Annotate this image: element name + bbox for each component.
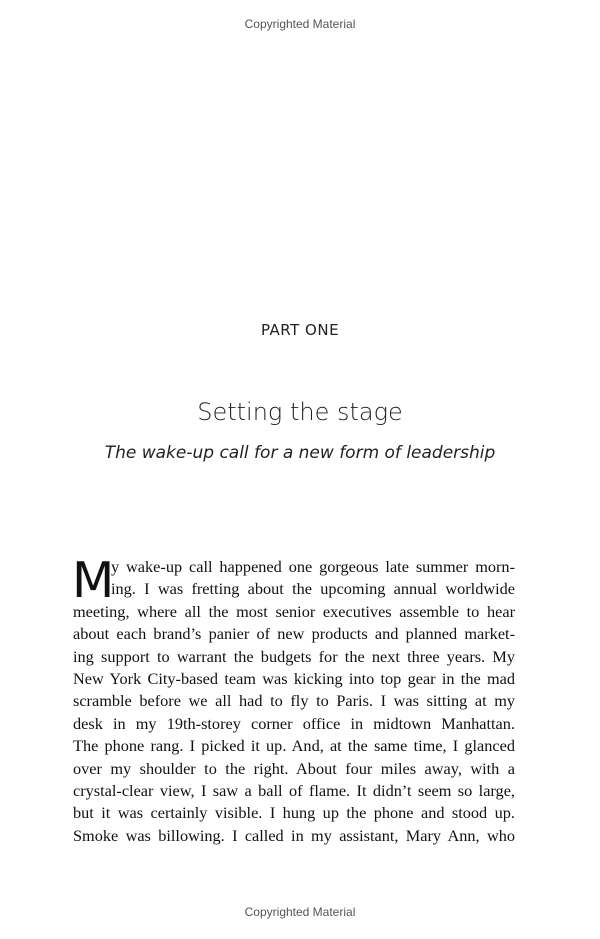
chapter-title: Setting the stage bbox=[197, 398, 403, 426]
part-label: PART ONE bbox=[260, 321, 340, 339]
text-line: y wake-up call happened one gorgeous late summer morn- bbox=[111, 557, 515, 576]
text-line: desk in my 19th-storey corner office in midtown Manhattan. bbox=[73, 713, 515, 733]
text-line: over my shoulder to the right. About four miles away, with a bbox=[73, 758, 515, 778]
text-line: but it was certainly visible. I hung up the phone and stood up. bbox=[73, 803, 515, 823]
text-line: meeting, where all the most senior executives assemble to hear bbox=[73, 601, 515, 621]
text-line: about each brand’s panier of new products and planned market- bbox=[73, 624, 515, 644]
text-line: crystal-clear view, I saw a ball of flame. It didn’t seem so large, bbox=[73, 780, 515, 800]
text-line: Smoke was billowing. I called in my assistant, Mary Ann, who bbox=[73, 825, 515, 845]
text-line: New York City-based team was kicking into top gear in the mad bbox=[73, 668, 515, 688]
copyright-watermark-bottom: Copyrighted Material bbox=[244, 905, 356, 919]
text-line: scramble before we all had to fly to Paris. I was sitting at my bbox=[73, 691, 515, 711]
drop-cap: M bbox=[72, 552, 115, 609]
text-line: ing support to warrant the budgets for the next three years. My bbox=[73, 646, 515, 666]
chapter-subtitle: The wake-up call for a new form of leadership bbox=[104, 443, 496, 463]
text-line: The phone rang. I picked it up. And, at the same time, I glanced bbox=[73, 736, 515, 756]
body-text bbox=[72, 552, 515, 847]
text-line: ing. I was fretting about the upcoming annual worldwide bbox=[111, 579, 515, 599]
copyright-watermark-top: Copyrighted Material bbox=[244, 17, 356, 31]
